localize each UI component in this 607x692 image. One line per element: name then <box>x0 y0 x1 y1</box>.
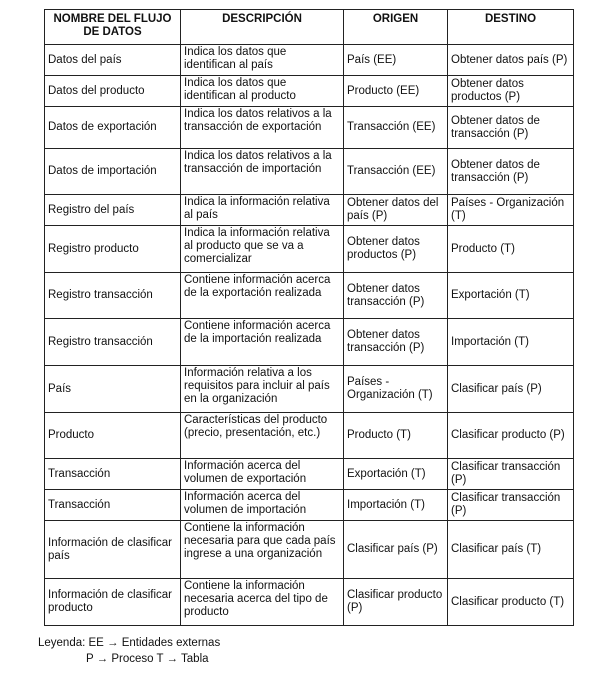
destination-cell: Clasificar producto (T) <box>448 579 574 626</box>
origin-cell: Obtener datos transacción (P) <box>344 319 448 366</box>
origin-cell: Transacción (EE) <box>344 107 448 149</box>
flow-name-cell: Información de clasificar producto <box>45 579 181 626</box>
destination-cell: Producto (T) <box>448 226 574 273</box>
origin-cell: Clasificar país (P) <box>344 521 448 579</box>
table-row <box>45 521 574 579</box>
flow-name-cell: Registro del país <box>45 195 181 226</box>
table-row <box>45 366 574 413</box>
origin-cell: Obtener datos transacción (P) <box>344 273 448 319</box>
origin-cell: Obtener datos del país (P) <box>344 195 448 226</box>
flow-name-cell: Registro transacción <box>45 273 181 319</box>
origin-cell: Obtener datos productos (P) <box>344 226 448 273</box>
table-row <box>45 579 574 626</box>
description-cell: Contiene información acerca de la exportación realizada <box>181 273 344 319</box>
header-flow-name: NOMBRE DEL FLUJO DE DATOS <box>45 10 181 45</box>
flow-name-cell: Transacción <box>45 490 181 521</box>
table-body <box>45 45 574 626</box>
flow-name-cell: Producto <box>45 413 181 459</box>
origin-cell: País (EE) <box>344 45 448 76</box>
description-cell: Indica la información relativa al país <box>181 195 344 226</box>
description-cell: Características del producto (precio, presentación, etc.) <box>181 413 344 459</box>
destination-cell: Obtener datos productos (P) <box>448 76 574 107</box>
origin-cell: Importación (T) <box>344 490 448 521</box>
destination-cell: Obtener datos de transacción (P) <box>448 149 574 195</box>
table-row <box>45 273 574 319</box>
table-row <box>45 76 574 107</box>
flow-name-cell: Datos de importación <box>45 149 181 195</box>
flow-name-cell: Transacción <box>45 459 181 490</box>
description-cell: Contiene la información necesaria acerca del tipo de producto <box>181 579 344 626</box>
destination-cell: Clasificar país (T) <box>448 521 574 579</box>
description-cell: Información acerca del volumen de exportación <box>181 459 344 490</box>
description-cell: Información relativa a los requisitos para incluir al país en la organización <box>181 366 344 413</box>
data-flow-table <box>44 9 574 626</box>
table-row <box>45 45 574 76</box>
table-header-row <box>45 10 574 45</box>
legend-line-2: P → Proceso T → Tabla <box>86 653 209 665</box>
destination-cell: Importación (T) <box>448 319 574 366</box>
table-row <box>45 490 574 521</box>
flow-name-cell: Registro transacción <box>45 319 181 366</box>
table-row <box>45 413 574 459</box>
destination-cell: Clasificar producto (P) <box>448 413 574 459</box>
description-cell: Indica la información relativa al producto que se va a comercializar <box>181 226 344 273</box>
flow-name-cell: Registro producto <box>45 226 181 273</box>
origin-cell: Producto (T) <box>344 413 448 459</box>
destination-cell: Países - Organización (T) <box>448 195 574 226</box>
header-destination: DESTINO <box>448 10 574 45</box>
flow-name-cell: Datos del producto <box>45 76 181 107</box>
flow-name-cell: Información de clasificar país <box>45 521 181 579</box>
legend-line-1: Leyenda: EE → Entidades externas <box>38 637 221 649</box>
origin-cell: Producto (EE) <box>344 76 448 107</box>
origin-cell: Exportación (T) <box>344 459 448 490</box>
flow-name-cell: Datos del país <box>45 45 181 76</box>
destination-cell: Clasificar transacción (P) <box>448 490 574 521</box>
description-cell: Indica los datos relativos a la transacción de importación <box>181 149 344 195</box>
table-row <box>45 149 574 195</box>
flow-name-cell: País <box>45 366 181 413</box>
destination-cell: Obtener datos país (P) <box>448 45 574 76</box>
destination-cell: Exportación (T) <box>448 273 574 319</box>
origin-cell: Transacción (EE) <box>344 149 448 195</box>
table-row <box>45 226 574 273</box>
table-row <box>45 319 574 366</box>
table-row <box>45 107 574 149</box>
table-row <box>45 195 574 226</box>
header-description: DESCRIPCIÓN <box>181 10 344 45</box>
origin-cell: Países - Organización (T) <box>344 366 448 413</box>
description-cell: Indica los datos que identifican al producto <box>181 76 344 107</box>
description-cell: Contiene información acerca de la importación realizada <box>181 319 344 366</box>
destination-cell: Clasificar transacción (P) <box>448 459 574 490</box>
description-cell: Contiene la información necesaria para que cada país ingrese a una organización <box>181 521 344 579</box>
origin-cell: Clasificar producto (P) <box>344 579 448 626</box>
destination-cell: Clasificar país (P) <box>448 366 574 413</box>
flow-name-cell: Datos de exportación <box>45 107 181 149</box>
description-cell: Información acerca del volumen de importación <box>181 490 344 521</box>
header-origin: ORIGEN <box>344 10 448 45</box>
description-cell: Indica los datos relativos a la transacción de exportación <box>181 107 344 149</box>
destination-cell: Obtener datos de transacción (P) <box>448 107 574 149</box>
description-cell: Indica los datos que identifican al país <box>181 45 344 76</box>
table-row <box>45 459 574 490</box>
